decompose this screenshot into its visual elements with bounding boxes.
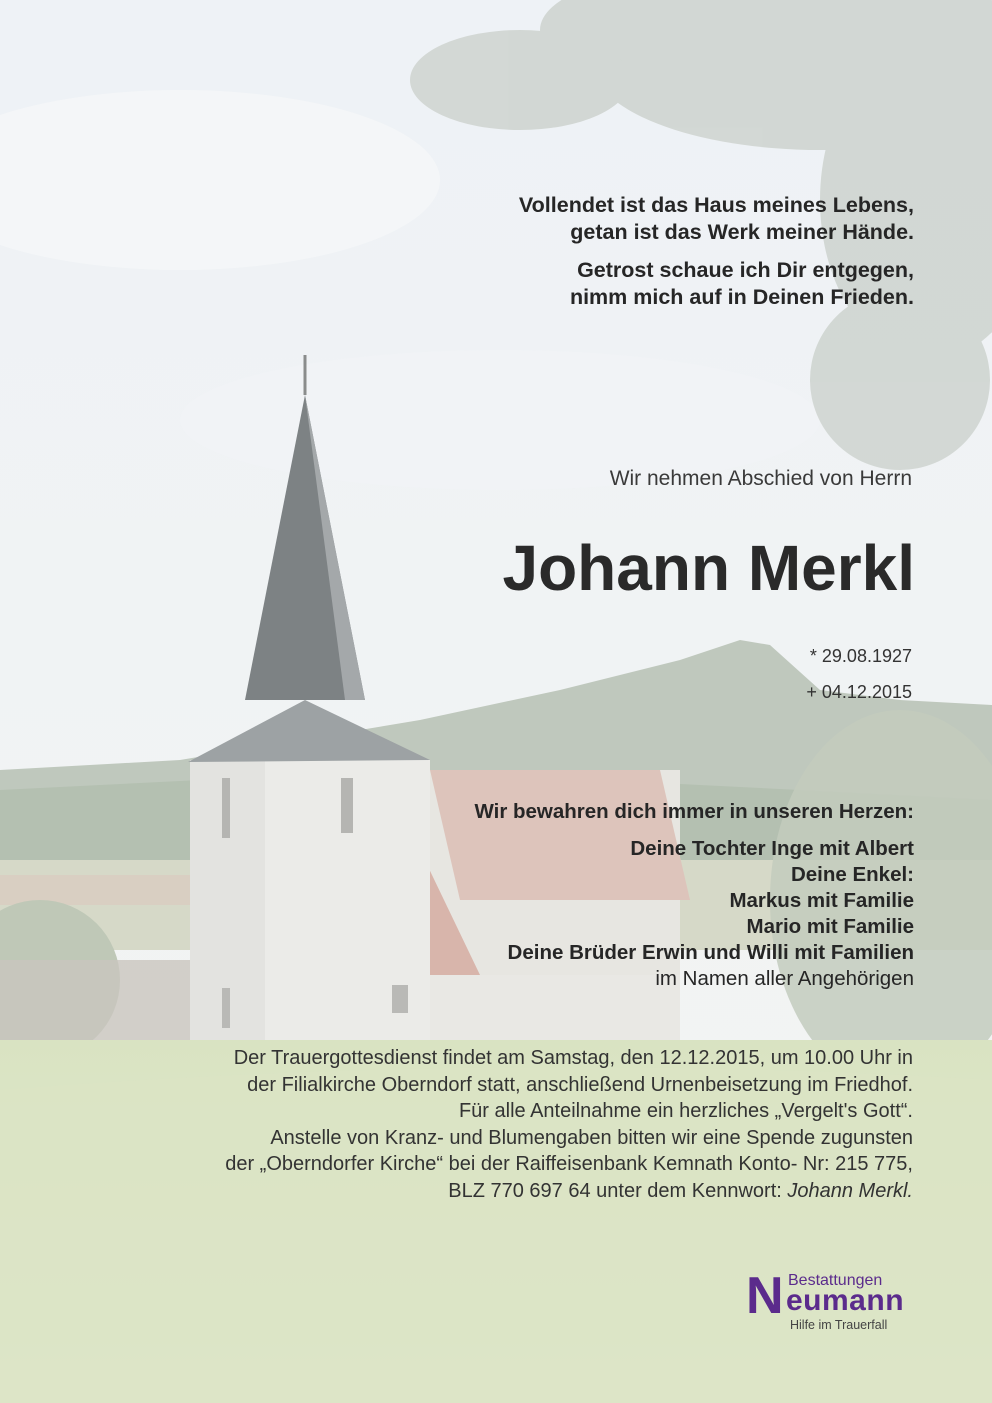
remembrance-line: Wir bewahren dich immer in unseren Herzen: bbox=[474, 800, 914, 823]
poem-line-4: nimm mich auf in Deinen Frieden. bbox=[569, 285, 914, 309]
mourner-brothers: Deine Brüder Erwin und Willi mit Familien bbox=[507, 941, 914, 964]
service-line-6-text: BLZ 770 697 64 unter dem Kennwort: bbox=[448, 1179, 788, 1202]
service-line-1: Der Trauergottesdienst findet am Samstag, den 12.12.2015, um 10.00 Uhr in bbox=[233, 1047, 913, 1069]
death-date: + 04.12.2015 bbox=[806, 682, 912, 702]
poem-stanza-2 bbox=[519, 257, 914, 311]
life-dates bbox=[806, 638, 912, 710]
farewell-intro: Wir nehmen Abschied von Herrn bbox=[609, 467, 912, 490]
poem-line-1: Vollendet ist das Haus meines Lebens, bbox=[518, 193, 914, 217]
funeral-home-logo bbox=[746, 1267, 916, 1336]
service-line-5: der „Oberndorfer Kirche“ bei der Raiffeisenbank Kemnath Konto- Nr: 215 775, bbox=[225, 1153, 913, 1175]
deceased-name: Johann Merkl bbox=[502, 532, 915, 604]
birth-date: * 29.08.1927 bbox=[809, 646, 912, 666]
mourner-daughter: Deine Tochter Inge mit Albert bbox=[630, 837, 914, 860]
service-line-3: Für alle Anteilnahme ein herzliches „Vergelt's Gott“. bbox=[458, 1100, 913, 1122]
poem-stanza-1 bbox=[519, 192, 914, 246]
mourner-grandchildren-heading: Deine Enkel: bbox=[790, 863, 914, 886]
logo-name-rest: eumann bbox=[786, 1284, 905, 1317]
logo-slogan: Hilfe im Trauerfall bbox=[790, 1318, 888, 1332]
service-keyword: Johann Merkl. bbox=[787, 1179, 913, 1202]
mourner-grandchild-2: Mario mit Familie bbox=[746, 915, 914, 938]
service-line-4: Anstelle von Kranz- und Blumengaben bitten wir eine Spende zugunsten bbox=[270, 1126, 913, 1149]
service-line-6 bbox=[225, 1178, 913, 1205]
logo-big-letter: N bbox=[746, 1267, 784, 1325]
mourners-list bbox=[508, 836, 914, 992]
service-information bbox=[225, 1045, 913, 1204]
mourner-grandchild-1: Markus mit Familie bbox=[729, 889, 914, 912]
service-line-2: der Filialkirche Oberndorf statt, anschließend Urnenbeisetzung im Friedhof. bbox=[247, 1073, 913, 1096]
mourner-all-relatives: im Namen aller Angehörigen bbox=[655, 967, 914, 990]
poem-line-2: getan ist das Werk meiner Hände. bbox=[570, 220, 914, 244]
poem bbox=[519, 192, 914, 322]
poem-line-3: Getrost schaue ich Dir entgegen, bbox=[577, 258, 914, 282]
logo-top-word: Bestattungen bbox=[788, 1272, 883, 1289]
